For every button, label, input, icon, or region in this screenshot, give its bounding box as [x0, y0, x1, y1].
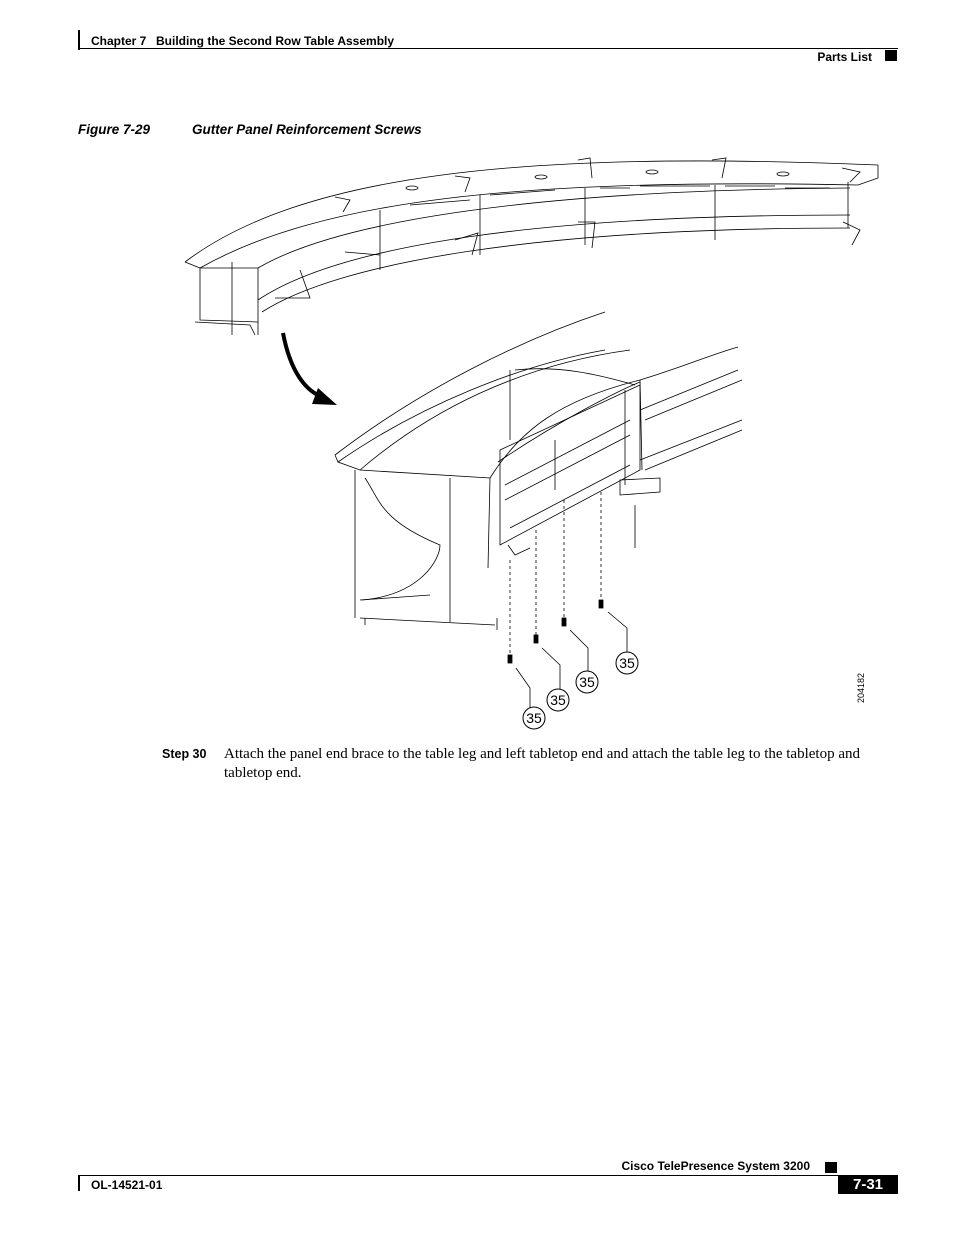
step-label: Step 30 — [162, 747, 207, 761]
table-overview-drawing — [185, 158, 878, 335]
footer-left-bar — [78, 1175, 80, 1191]
header-chapter: Chapter 7 — [91, 34, 147, 48]
zoom-arrow — [283, 333, 325, 398]
figure-number: Figure 7-29 — [78, 122, 151, 137]
step-text: Attach the panel end brace to the table leg and left tabletop end and attach the table leg to the tabletop and tabletop end. — [224, 746, 860, 781]
header-section: Parts List — [817, 50, 872, 64]
figure-title: Gutter Panel Reinforcement Screws — [192, 122, 422, 137]
footer-page-number: 7-31 — [838, 1175, 898, 1194]
callout-label: 35 — [619, 655, 635, 671]
figure-illustration — [180, 150, 900, 740]
table-detail-drawing — [335, 312, 742, 710]
footer-marker — [825, 1162, 837, 1173]
footer-product: Cisco TelePresence System 3200 — [621, 1159, 810, 1173]
footer-doc-number: OL-14521-01 — [91, 1178, 163, 1192]
header-rule — [78, 48, 898, 49]
art-id: 204182 — [856, 672, 866, 703]
callout-label: 35 — [526, 710, 542, 726]
callout-label: 35 — [550, 692, 566, 708]
footer-rule — [78, 1175, 898, 1176]
callout-label: 35 — [579, 674, 595, 690]
header-marker — [885, 50, 897, 61]
header-chapter-title: Building the Second Row Table Assembly — [156, 34, 395, 48]
header-left-bar — [78, 30, 80, 50]
